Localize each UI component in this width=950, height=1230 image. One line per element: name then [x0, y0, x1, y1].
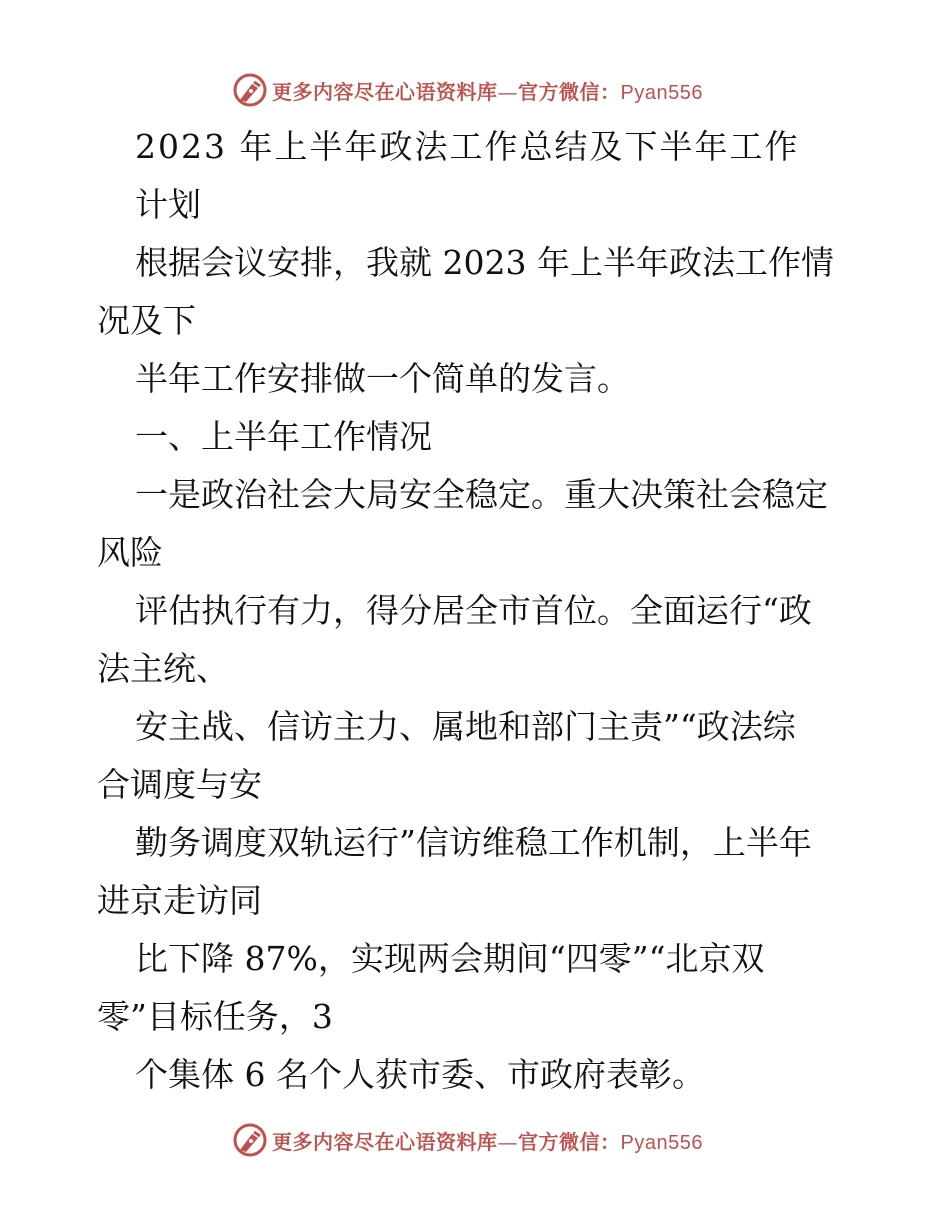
paragraph-line: 风险: [97, 533, 163, 572]
paragraph-line: 况及下: [97, 301, 196, 340]
footer-watermark: [0, 1120, 950, 1160]
paragraph-line: 一是政治社会大局安全稳定。重大决策社会稳定: [135, 475, 828, 514]
title-line-2: 计划: [135, 185, 201, 224]
paragraph-line: 个集体 6 名个人获市委、市政府表彰。: [135, 1055, 705, 1094]
paragraph-line: 根据会议安排，我就 2023 年上半年政法工作情: [135, 243, 834, 282]
paragraph-line: 进京走访同: [97, 881, 262, 920]
paragraph-line: 合调度与安: [97, 765, 262, 804]
paragraph-line: 比下降 87%，实现两会期间“四零”“北京双: [135, 939, 765, 978]
paragraph-line: 零”目标任务，3: [97, 997, 333, 1036]
paragraph-line: 法主统、: [97, 649, 229, 688]
paragraph-line: 勤务调度双轨运行”信访维稳工作机制，上半年: [135, 823, 812, 862]
title-line-1: 2023 年上半年政法工作总结及下半年工作: [135, 127, 800, 166]
section-heading: 一、上半年工作情况: [135, 417, 432, 456]
document-body: [97, 118, 867, 1104]
paragraph-line: 评估执行有力，得分居全市首位。全面运行“政: [135, 591, 812, 630]
watermark-text: 更多内容尽在心语资料库—官方微信：Pyan556: [272, 1129, 703, 1154]
pen-nib-icon: [232, 1122, 268, 1158]
pen-nib-icon: [232, 72, 268, 108]
watermark-text: 更多内容尽在心语资料库—官方微信：Pyan556: [272, 79, 703, 104]
header-watermark: [0, 70, 950, 110]
paragraph-line: 安主战、信访主力、属地和部门主责”“政法综: [135, 707, 796, 746]
paragraph-line: 半年工作安排做一个简单的发言。: [135, 359, 630, 398]
